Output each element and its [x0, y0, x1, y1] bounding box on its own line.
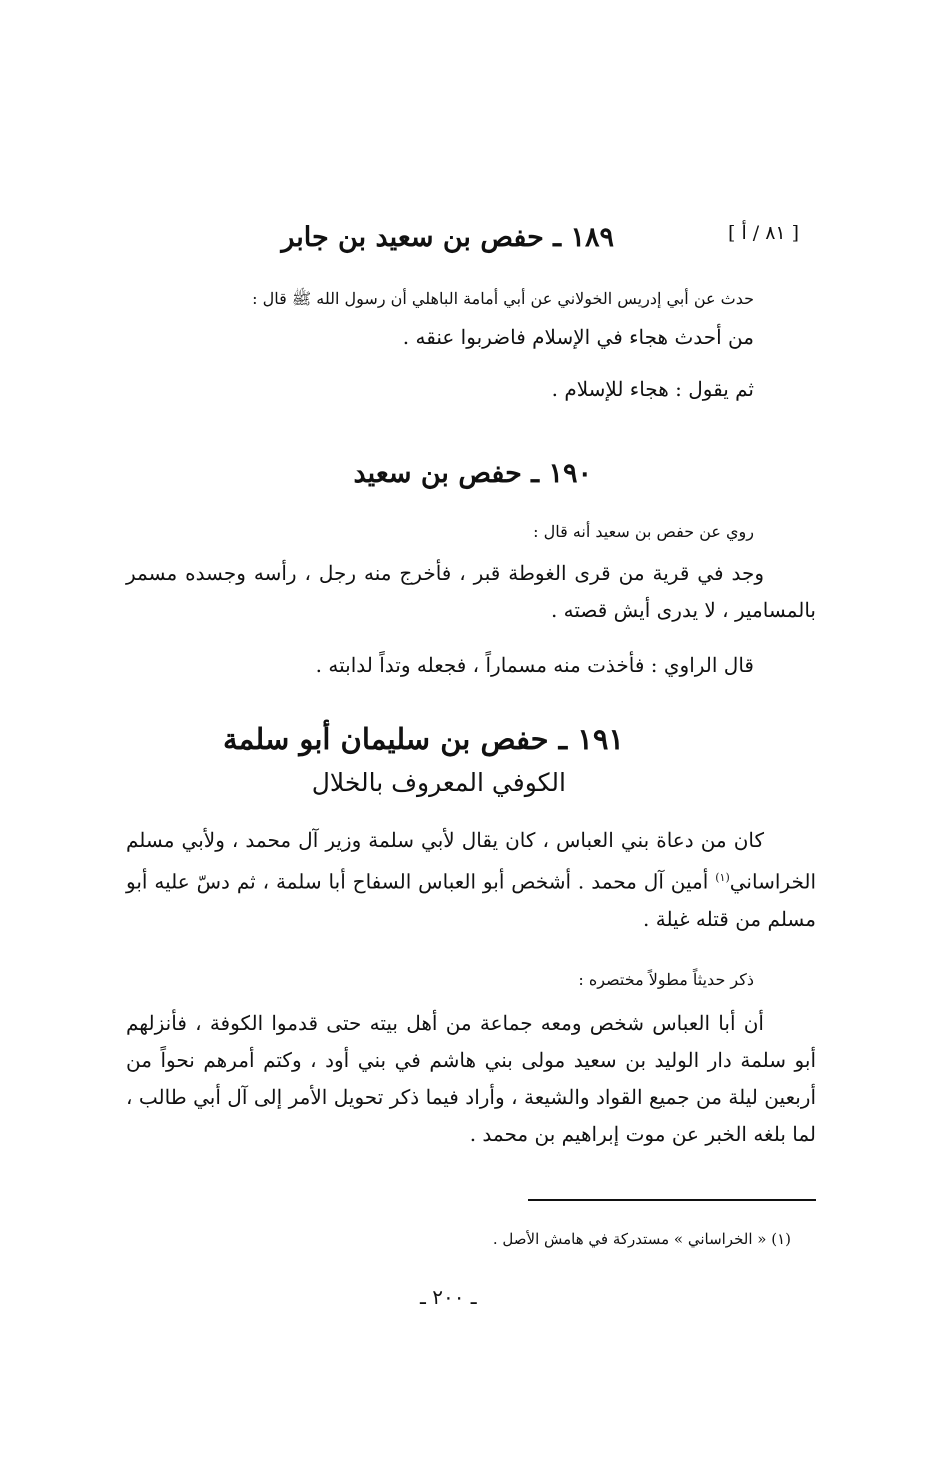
entry-189-intro: حدث عن أبي إدريس الخولاني عن أبي أمامة الباهلي أن رسول الله ﷺ قال : — [252, 289, 754, 308]
entry-191-body-part1: كان من دعاة بني العباس ، كان يقال لأبي سلمة وزير آل محمد ، ولأبي مسلم الخراساني — [126, 828, 817, 894]
entry-190-title: ١٩٠ ـ حفص بن سعيد — [353, 458, 592, 489]
entry-190-intro: روي عن حفص بن سعيد أنه قال : — [533, 522, 754, 541]
entry-189-title: ١٨٩ ـ حفص بن سعيد بن جابر — [281, 222, 614, 253]
entry-191-title: ١٩١ ـ حفص بن سليمان أبو سلمة — [223, 722, 624, 756]
entry-189-hadith: من أحدث هجاء في الإسلام فاضربوا عنقه . — [402, 325, 754, 349]
entry-191-body — [126, 822, 816, 938]
entry-191-body-part2: أمين آل محمد . أشخص أبو العباس السفاح أبا سلمة ، ثم دسّ عليه أبو مسلم من قتله غيلة . — [126, 869, 816, 931]
manuscript-folio-marker: [ ٨١ / أ ] — [728, 222, 800, 244]
footnote-reference: (١) — [715, 871, 730, 884]
entry-190-comment: قال الراوي : فأخذت منه مسماراً ، فجعله وتداً لدابته . — [315, 653, 754, 677]
entry-189-comment: ثم يقول : هجاء للإسلام . — [551, 377, 754, 401]
page-number: ـ ٢٠٠ ـ — [420, 1285, 477, 1309]
entry-191-intro: ذكر حديثاً مطولاً مختصره : — [578, 970, 754, 989]
footnote: (١) « الخراساني » مستدركة في هامش الأصل . — [492, 1230, 791, 1248]
entry-191-subtitle: الكوفي المعروف بالخلال — [311, 768, 566, 797]
entry-191-body2: أن أبا العباس شخص ومعه جماعة من أهل بيته حتى قدموا الكوفة ، فأنزلهم أبو سلمة دار الوليد بن سعيد مولى بني هاشم في بني أود ، وكتم أمرهم نحواً من أربعين ليلة من جميع القواد والشيعة ، وأراد فيما ذكر تحويل الأمر إلى آل أبي طالب ، لما بلغه الخبر عن موت إبراهيم بن محمد . — [126, 1011, 816, 1146]
entry-190-body: وجد في قرية من قرى الغوطة قبر ، فأخرج منه رجل ، رأسه وجسده مسمر بالمسامير ، لا يدرى أيش قصته . — [126, 561, 816, 622]
footnote-divider — [528, 1199, 816, 1201]
